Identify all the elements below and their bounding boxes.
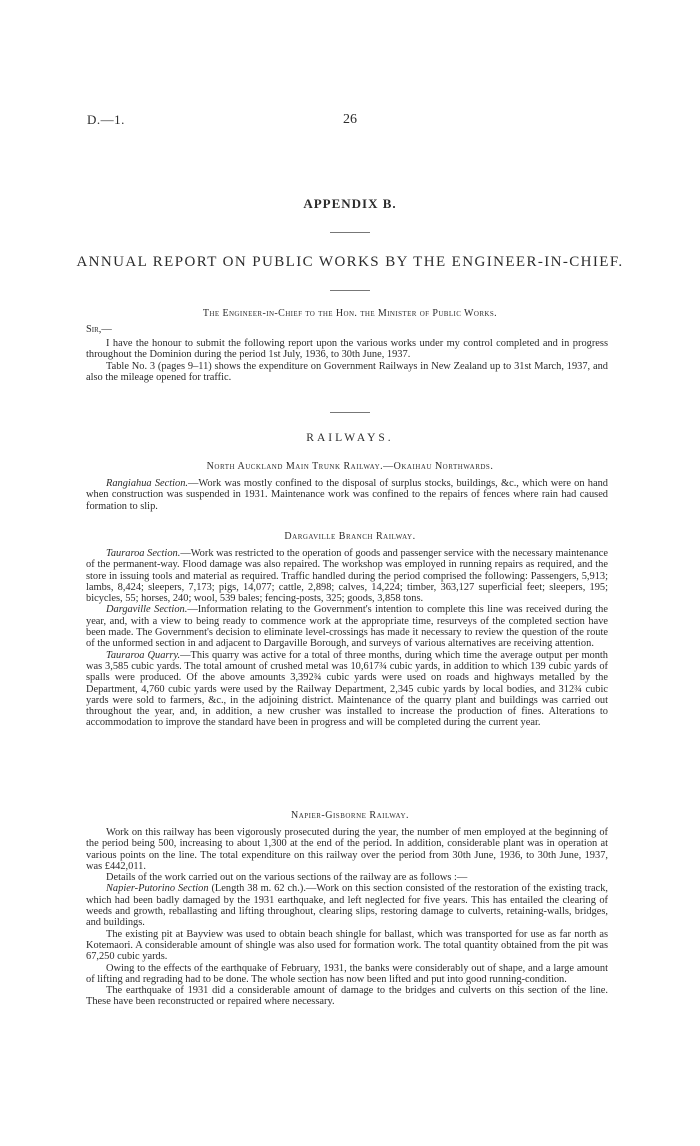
- subsection-heading-napier-gisborne: Napier-Gisborne Railway.: [290, 810, 410, 821]
- napier-paragraph: The existing pit at Bayview was used to obtain beach shingle for ballast, which was transported for use as far north as Kotemaori. A considerable amount of shingle was also used for formation work. The total quantity obtained from the pit was 67,250 cubic yards.: [86, 928, 608, 963]
- section-name: Rangiahua Section.: [106, 478, 189, 489]
- appendix-heading: APPENDIX B.: [303, 196, 397, 211]
- intro-paragraph: Table No. 3 (pages 9–11) shows the expenditure on Government Railways in New Zealand up to 31st March, 1937, and also the mileage opened for traffic.: [86, 360, 608, 383]
- north-auckland-block: [86, 478, 608, 512]
- page-number: 26: [343, 112, 357, 127]
- section-name: Dargaville Section.: [106, 604, 188, 616]
- napier-paragraph: Details of the work carried out on the various sections of the railway are as follows :—: [106, 872, 468, 884]
- paragraph-tauraroa-quarry: [86, 650, 608, 729]
- section-name: Tauraroa Quarry.: [106, 649, 181, 661]
- divider-rule: [330, 232, 370, 233]
- dargaville-block: [86, 548, 608, 729]
- paragraph-text: (Length 38 m. 62 ch.).—Work on this section consisted of the restoration of the existing track, which had been badly damaged by the 1931 earthquake, and left neglected for five years. This has entailed the clearing of weeds and growth, reballasting and lifting throughout, clearing slips, restoring damage to culverts, retaining-walls, bridges, and buildings.: [86, 883, 609, 929]
- intro-paragraph: I have the honour to submit the following report upon the various works under my control completed and in progress throughout the Dominion during the period 1st July, 1936, to 30th June, 1937.: [86, 338, 608, 361]
- paragraph-text: —Work was mostly confined to the disposal of surplus stocks, buildings, &c., which were on hand when construction was suspended in 1931. Maintenance work was confined to the repairs of fences where rain had caused formation to slip.: [86, 478, 609, 512]
- paragraph-dargaville-section: [86, 604, 608, 649]
- subsection-heading-dargaville: Dargaville Branch Railway.: [284, 531, 416, 542]
- paragraph-tauraroa-section: [86, 548, 608, 604]
- section-heading-railways: RAILWAYS.: [306, 432, 394, 444]
- divider-rule: [330, 412, 370, 413]
- paragraph-napier-putorino: [86, 883, 608, 928]
- salutation: Sir,—: [86, 324, 112, 335]
- intro-block: [86, 338, 608, 383]
- napier-paragraph: Owing to the effects of the earthquake of February, 1931, the banks were considerably out of shape, and a large amount of lifting and regrading had to be done. The whole section has now been lifted and put into good running-condition.: [86, 962, 608, 985]
- paragraph-text: —This quarry was active for a total of three months, during which time the average output per month was 3,585 cubic yards. The total amount of crushed metal was 10,617¾ cubic yards, in addition to which 139 cubic yards of spalls were produced. Of the above amounts 3,392¾ cubic yards were used on roads and highways metalled by the Department, 4,760 cubic yards were used by the Railway Department, 2,345 cubic yards by local bodies, and 312¾ cubic yards were sold to farmers, &c., in the adjoining district. Maintenance of the quarry plant and buildings was carried out throughout the year, and, in addition, a new crusher was installed to increase the production of fines. Alterations to accommodation to improve the standard have been in progress and will be completed during the current year.: [86, 649, 608, 729]
- subsection-heading-north-auckland: North Auckland Main Trunk Railway.—Okaihau Northwards.: [206, 461, 494, 472]
- address-line: The Engineer-in-Chief to the Hon. the Minister of Public Works.: [202, 308, 498, 319]
- divider-rule: [330, 290, 370, 291]
- napier-paragraph: The earthquake of 1931 did a considerable amount of damage to the bridges and culverts on this section of the line. These have been reconstructed or repaired where necessary.: [86, 985, 608, 1008]
- report-title: ANNUAL REPORT ON PUBLIC WORKS BY THE ENGINEER-IN-CHIEF.: [76, 254, 624, 270]
- napier-paragraph: Work on this railway has been vigorously prosecuted during the year, the number of men employed at the beginning of the period being 500, increasing to about 1,300 at the end of the period. In addition, considerable plant was in operation at various points on the line. The total expenditure on this railway over the period from 30th June, 1936, to 30th June, 1937, was £442,011.: [86, 827, 608, 872]
- section-name: Tauraroa Section.: [106, 548, 181, 559]
- section-name: Napier-Putorino Section: [106, 883, 209, 895]
- paragraph-text: —Work was restricted to the operation of goods and passenger service with the necessary maintenance of the permanent-way. Flood damage was also repaired. The workshop was employed in running repairs as required, and the store in issuing tools and material as required. Traffic handled during the period comprised the following: Passengers, 5,913; lambs, 8,424; sleepers, 7,173; pigs, 14,077; cattle, 2,898; calves, 14,224; timber, 363,127 superficial feet; sleepers, 195; bicycles, 55; horses, 240; wool, 539 bales; fencing-posts, 325; goods, 3,858 tons.: [86, 548, 609, 605]
- paragraph-text: —Information relating to the Government's intention to complete this line was received during the year, and, with a view to being ready to commence work at the appropriate time, resurveys of the completed section have been made. The Government's decision to eliminate level-crossings has made it necessary to review the question of the route of the unformed section in and adjacent to Dargaville Borough, and surveys of various alternatives are receiving attention.: [86, 604, 608, 650]
- document-reference: D.—1.: [87, 112, 125, 127]
- napier-gisborne-block: [86, 827, 608, 1008]
- paragraph-rangiahua: [86, 478, 608, 512]
